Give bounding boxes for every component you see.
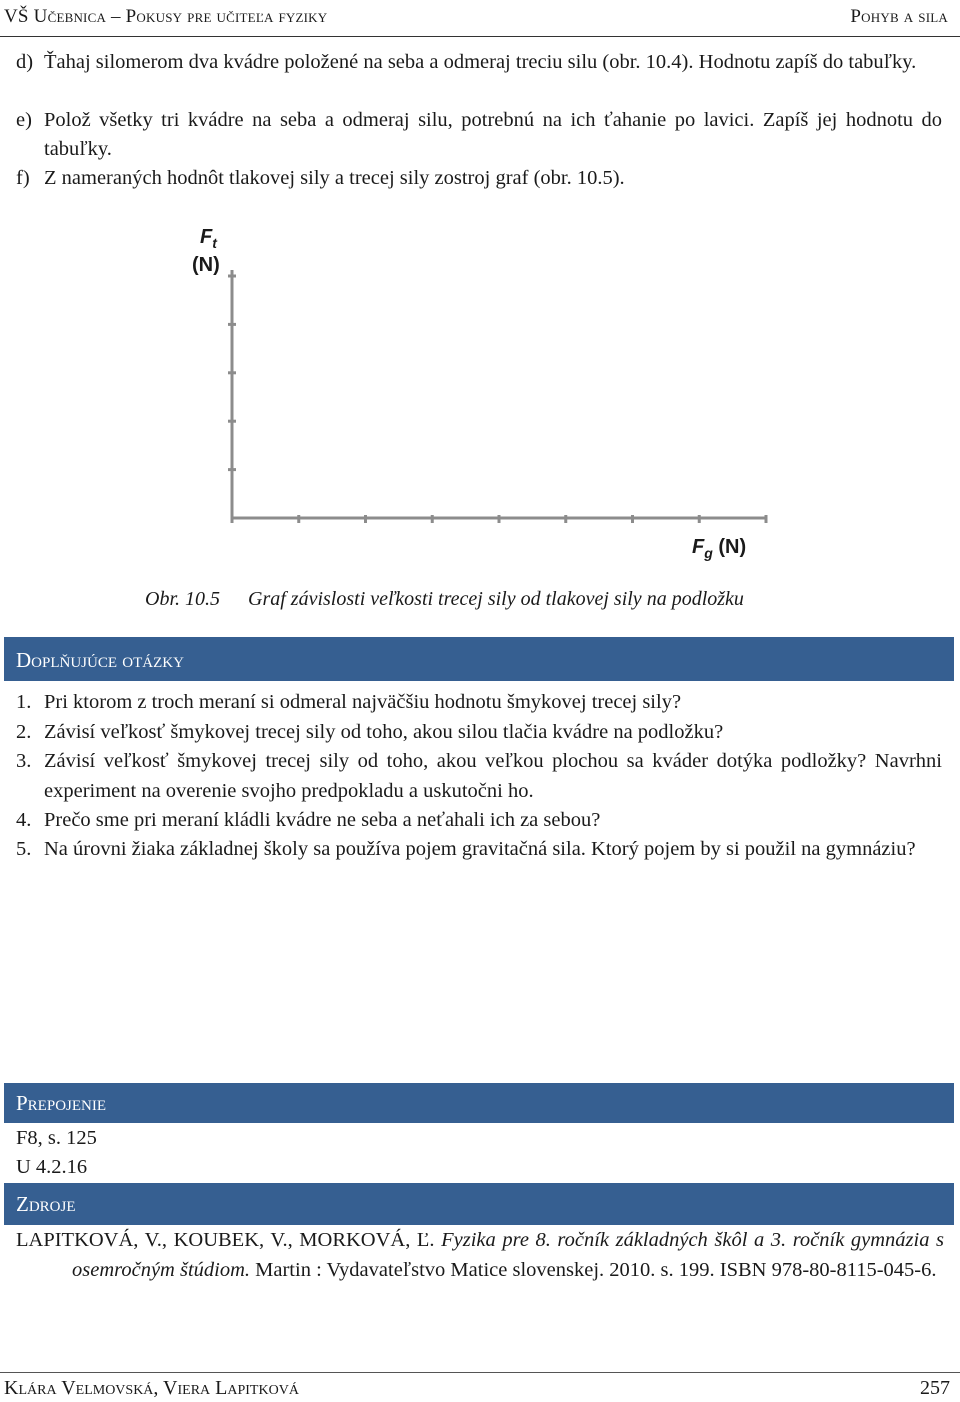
question-number: 2. (16, 721, 32, 743)
y-axis-symbol (200, 226, 217, 251)
instruction-f (16, 164, 942, 193)
source-isbn: ISBN 978-80-8115-045-6. (719, 1258, 937, 1281)
footer-authors: Klára Velmovská, Viera Lapitková (4, 1377, 299, 1399)
question-3 (16, 747, 942, 806)
question-number: 4. (16, 809, 32, 831)
y-axis-unit: (N) (192, 254, 220, 276)
header-prefix: VŠ (4, 6, 29, 27)
instruction-label: f) (16, 167, 30, 189)
question-4 (16, 806, 942, 836)
question-number: 5. (16, 838, 32, 860)
instruction-e (16, 106, 942, 164)
question-2 (16, 718, 942, 748)
figure-caption-text: Graf závislosti veľkosti trecej sily od tlakovej sily na podložku (248, 588, 744, 610)
header-rule (0, 36, 960, 37)
instruction-text: Polož všetky tri kvádre na seba a odmeraj silu, potrebnú na ich ťahanie po lavici. Zapíš jej hodnotu do tabuľky. (44, 109, 942, 160)
sources-section-title: Zdroje (16, 1192, 76, 1216)
question-1 (16, 688, 942, 718)
footer-rule (0, 1372, 960, 1373)
question-text: Závisí veľkosť šmykovej trecej sily od toho, akou veľkou plochou sa kváder dotýka podložky? Navrhni experiment na overenie svojho predpokladu a uskutočni ho. (44, 750, 942, 802)
question-number: 1. (16, 691, 32, 713)
instruction-label: d) (16, 51, 34, 73)
source-reference (16, 1226, 944, 1285)
header-separator: – (111, 6, 121, 27)
question-text: Na úrovni žiaka základnej školy sa používa pojem gravitačná sila. Ktorý pojem by si použil na gymnáziu? (44, 838, 916, 860)
x-symbol: F (692, 536, 705, 558)
questions-section-title: Doplňujúce otázky (16, 648, 184, 672)
page-number: 257 (920, 1377, 950, 1399)
figure-number: Obr. 10.5 (145, 588, 221, 610)
figure-caption (145, 588, 744, 611)
question-5 (16, 835, 942, 865)
header-section: Pokusy pre učiteľa fyziky (125, 6, 328, 27)
chart-axes (220, 270, 780, 530)
y-symbol: F (200, 226, 213, 248)
source-authors: LAPITKOVÁ, V., KOUBEK, V., MORKOVÁ, Ľ. (16, 1229, 435, 1251)
question-text: Prečo sme pri meraní kládli kvádre ne seba a neťahali ich za sebou? (44, 809, 601, 831)
x-axis-label (692, 536, 746, 561)
instruction-text: Ťahaj silomerom dva kvádre položené na seba a odmeraj treciu silu (obr. 10.4). Hodnotu zapíš do tabuľky. (44, 51, 917, 73)
link-item: U 4.2.16 (16, 1156, 88, 1178)
links-section-title: Prepojenie (16, 1091, 107, 1115)
y-subscript: t (212, 235, 217, 251)
running-header-right (850, 6, 948, 28)
instruction-label: e) (16, 109, 32, 131)
instruction-d (16, 48, 942, 77)
question-text: Pri ktorom z troch meraní si odmeral najväčšiu hodnotu šmykovej trecej sily? (44, 691, 682, 713)
source-publisher: Martin : Vydavateľstvo Matice slovenskej. 2010. s. 199. (255, 1258, 715, 1281)
running-header-left (4, 6, 327, 28)
question-text: Závisí veľkosť šmykovej trecej sily od toho, akou silou tlačia kvádre na podložku? (44, 721, 724, 743)
instruction-text: Z nameraných hodnôt tlakovej sily a trecej sily zostroj graf (obr. 10.5). (44, 167, 625, 189)
x-unit: (N) (718, 536, 747, 558)
header-book: Učebnica (33, 6, 107, 27)
sources-section-bar (4, 1183, 954, 1225)
x-subscript: g (704, 545, 713, 561)
link-item: F8, s. 125 (16, 1127, 97, 1149)
source-title: Fyzika pre 8. ročník základných škôl a 3. ročník gymnázia s osemročným štúdiom. (72, 1229, 945, 1281)
question-number: 3. (16, 750, 32, 772)
links-section-bar (4, 1083, 954, 1123)
questions-section-bar (4, 637, 954, 681)
header-title: Pohyb a sila (850, 6, 948, 27)
